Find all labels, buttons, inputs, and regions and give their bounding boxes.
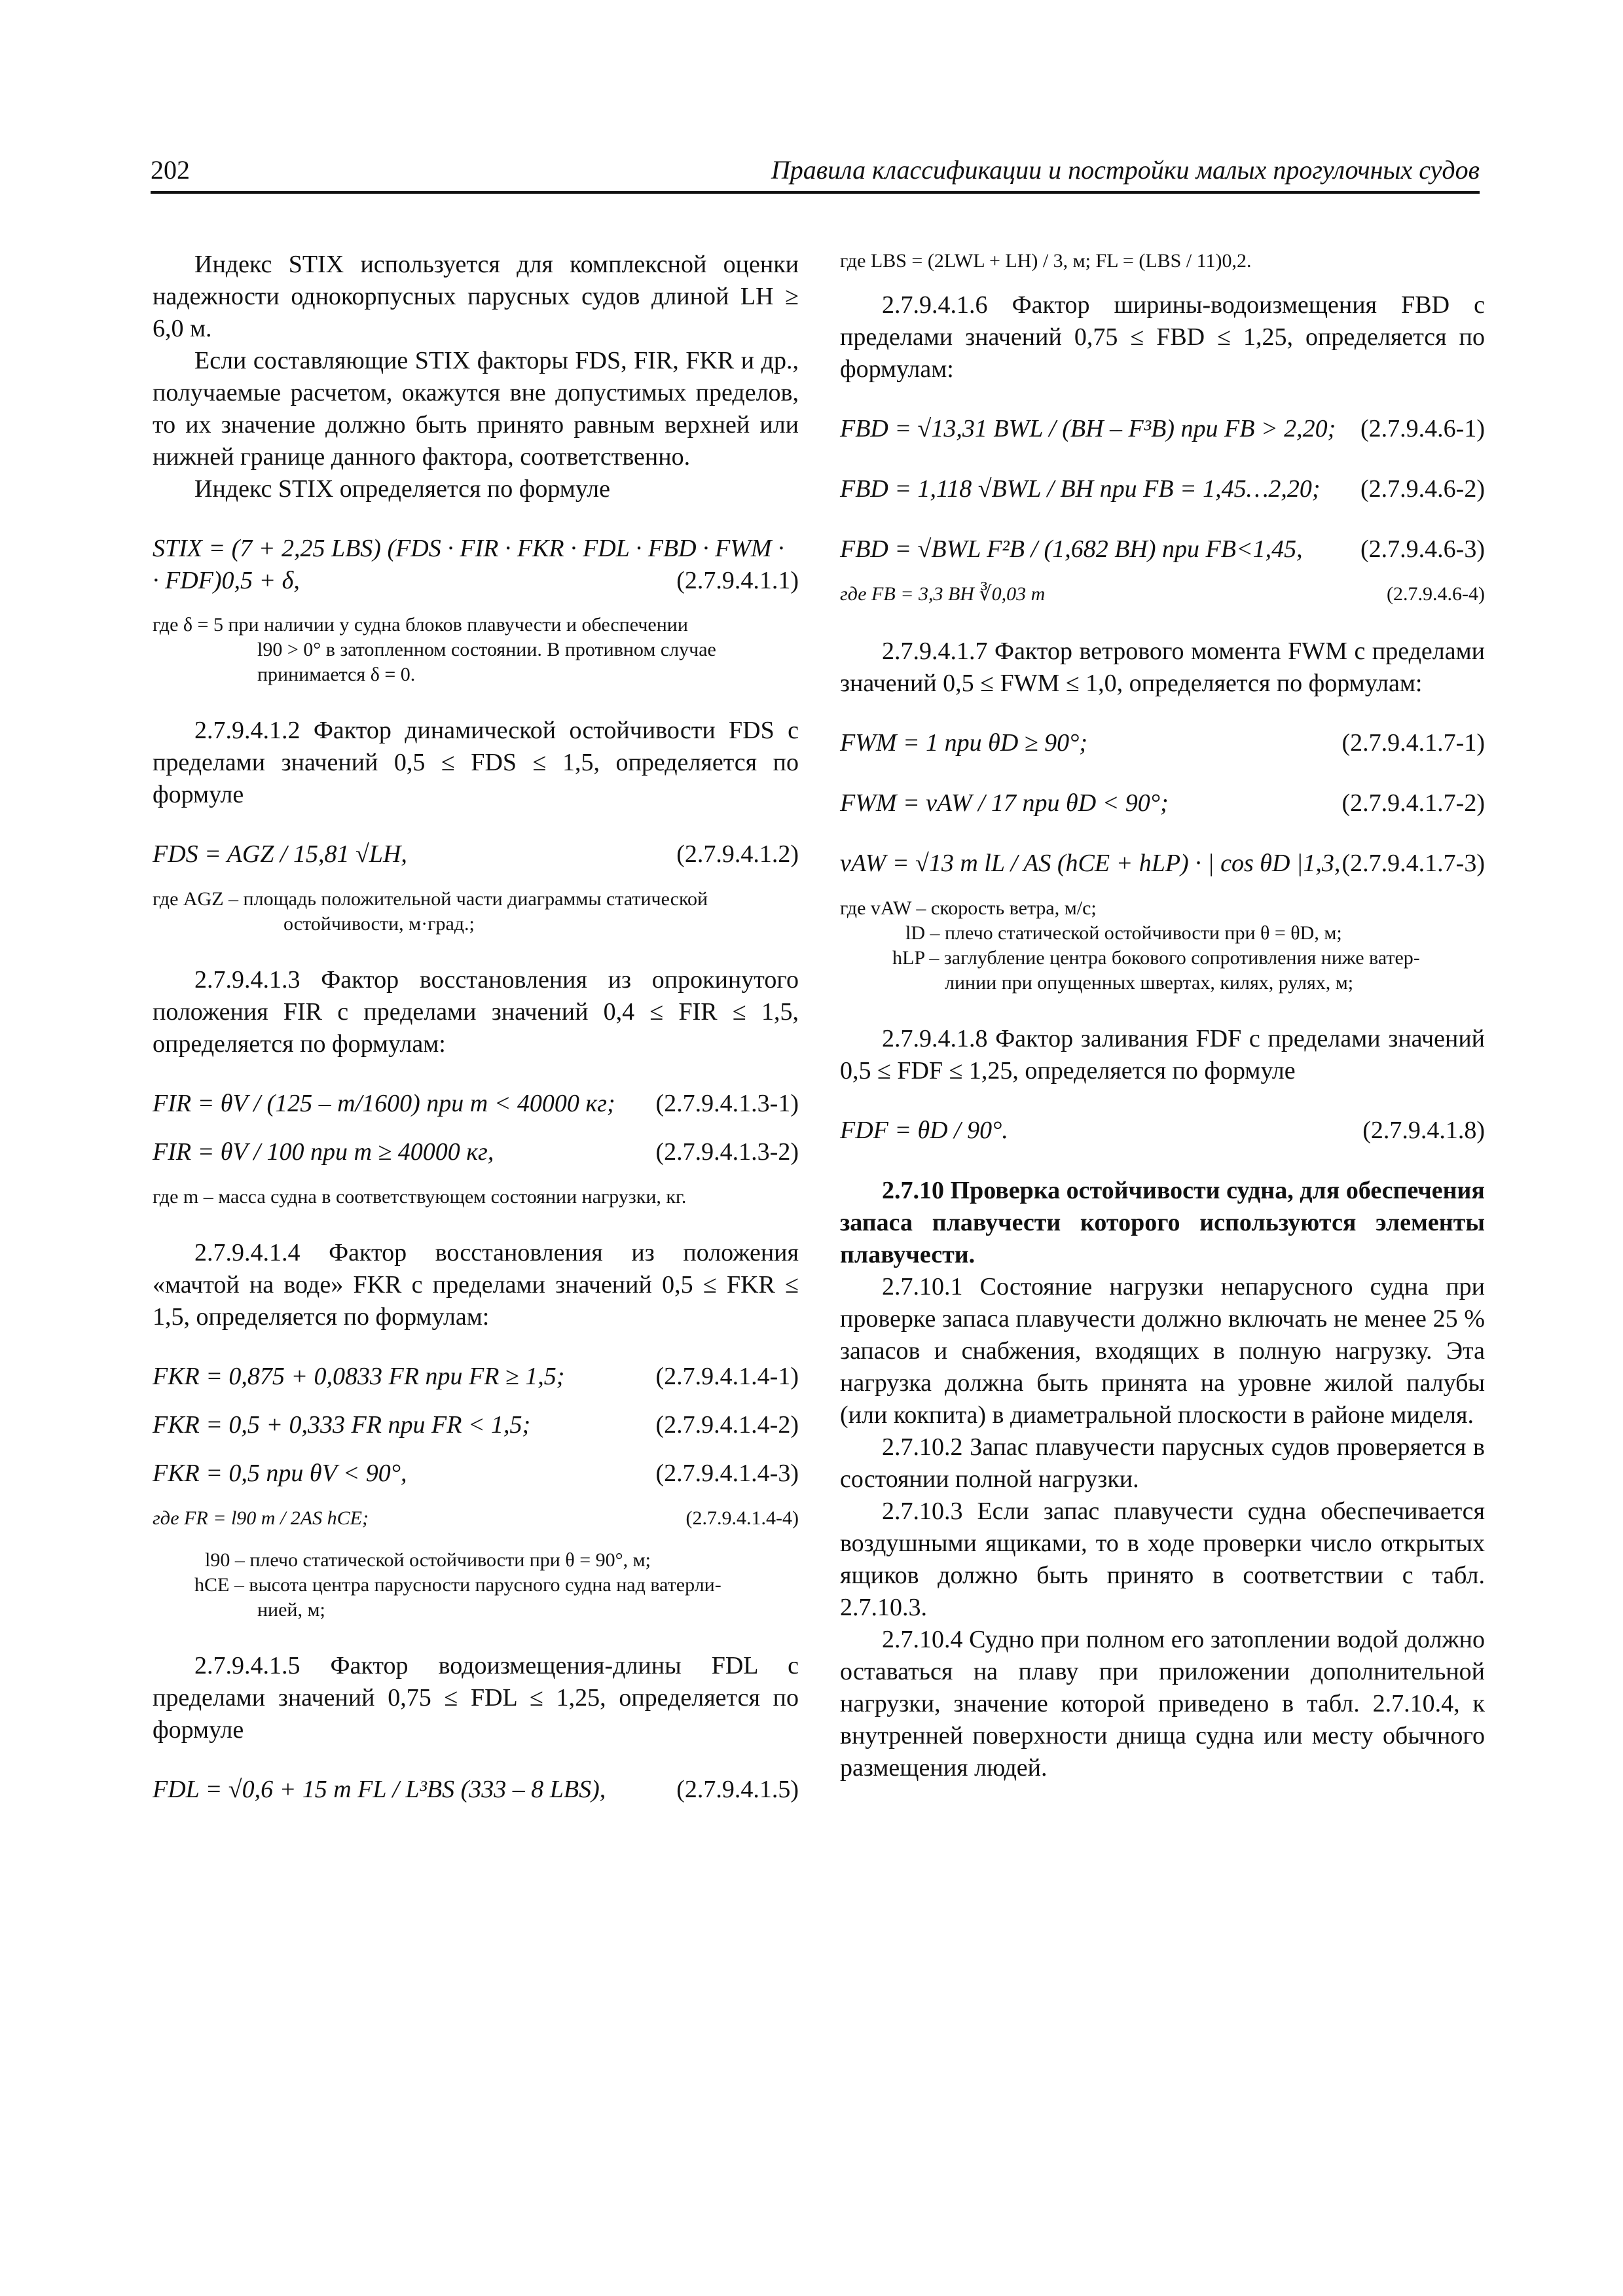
formula-number: (2.7.9.4.1.3-1) <box>655 1090 799 1117</box>
paragraph-fdl: 2.7.9.4.1.5 Фактор водоизмещения-длины FDL с пределами значений 0,75 ≤ FDL ≤ 1,25, определяется по формуле <box>153 1652 799 1744</box>
paragraph-2-7-10-2: 2.7.10.2 Запас плавучести парусных судов проверяется в состоянии полной нагрузки. <box>840 1433 1485 1493</box>
formula-fbd-1: FBD = √13,31 BWL / (BH – F³B) при FB > 2,20; (2.7.9.4.6-1) <box>840 413 1485 446</box>
formula-fbd-3: FBD = √BWL F²B / (1,682 BH) при FB<1,45, (2.7.9.4.6-3) <box>840 533 1485 566</box>
paragraph-2-7-10-3: 2.7.10.3 Если запас плавучести судна обеспечивается воздушными ящиками, то в ходе проверки число открытых ящиков должно быть принято в соответствии с табл. 2.7.10.3. <box>840 1498 1485 1621</box>
paragraph-fir: 2.7.9.4.1.3 Фактор восстановления из опрокинутого положения FIR с пределами значений 0,4 ≤ FIR ≤ 1,5, определяется по формулам: <box>153 966 799 1058</box>
formula-number: (2.7.9.4.6-2) <box>1360 475 1485 503</box>
paragraph-2-7-10-4: 2.7.10.4 Судно при полном его затоплении водой должно оставаться на плаву при приложении дополнительной нагрузки, значение которой приведено в табл. 2.7.10.4, к внутренней поверхности днища судна или месту обычного размещения людей. <box>840 1626 1485 1782</box>
paragraph-stix-intro: Индекс STIX используется для комплексной оценки надежности однокорпусных парусных судов длиной LH ≥ 6,0 м. <box>153 251 799 342</box>
paragraph-fdf: 2.7.9.4.1.8 Фактор заливания FDF с пределами значений 0,5 ≤ FDF ≤ 1,25, определяется по формуле <box>840 1025 1485 1085</box>
paragraph-fkr: 2.7.9.4.1.4 Фактор восстановления из положения «мачтой на воде» FKR с пределами значений 0,5 ≤ FKR ≤ 1,5, определяется по формулам: <box>153 1239 799 1331</box>
formula-fbd-4: где FB = 3,3 BH ∛0,03 m (2.7.9.4.6-4) <box>840 582 1485 608</box>
paragraph-fwm: 2.7.9.4.1.7 Фактор ветрового момента FWM с пределами значений 0,5 ≤ FWM ≤ 1,0, определяется по формулам: <box>840 637 1485 697</box>
paragraph-fds: 2.7.9.4.1.2 Фактор динамической остойчивости FDS с пределами значений 0,5 ≤ FDS ≤ 1,5, определяется по формуле <box>153 717 799 808</box>
page-number: 202 <box>151 155 190 185</box>
formula-number: (2.7.9.4.6-1) <box>1360 415 1485 442</box>
formula-fdl: FDL = √0,6 + 15 m FL / L³BS (333 – 8 LBS), (2.7.9.4.1.5) <box>153 1774 799 1806</box>
paragraph-stix-limits: Если составляющие STIX факторы FDS, FIR, FKR и др., получаемые расчетом, окажутся вне допустимых пределов, то их значение должно быть принято равным верхней или нижней границе данного фактора, соответственно. <box>153 347 799 471</box>
formula-number: (2.7.9.4.6-3) <box>1360 535 1485 563</box>
note-fds: где AGZ – площадь положительной части диаграммы статической остойчивости, м·град.; <box>153 888 708 935</box>
note-fkr: l90 – плечо статической остойчивости при θ = 90°, м; hCE – высота центра парусности парусного судна над ватерли- нией, м; <box>194 1549 721 1621</box>
formula-fbd-2: FBD = 1,118 √BWL / BH при FB = 1,45…2,20; (2.7.9.4.6-2) <box>840 473 1485 506</box>
formula-fwm-3: vAW = √13 m lL / AS (hCE + hLP) · | cos θD |1,3, (2.7.9.4.1.7-3) <box>840 848 1485 880</box>
note-fir: где m – масса судна в соответствующем состоянии нагрузки, кг. <box>153 1186 687 1208</box>
formula-number: (2.7.9.4.1.5) <box>676 1776 799 1803</box>
formula-fkr-3: FKR = 0,5 при θV < 90°, (2.7.9.4.1.4-3) <box>153 1458 799 1490</box>
formula-fwm-2: FWM = vAW / 17 при θD < 90°; (2.7.9.4.1.7-2) <box>840 787 1485 820</box>
formula-number: (2.7.9.4.1.7-3) <box>1341 850 1485 877</box>
formula-fwm-1: FWM = 1 при θD ≥ 90°; (2.7.9.4.1.7-1) <box>840 727 1485 760</box>
formula-stix: STIX = (7 + 2,25 LBS) (FDS · FIR · FKR · FDL · FBD · FWM · · FDF)0,5 + δ, (2.7.9.4.1.1) <box>153 533 799 597</box>
formula-number: (2.7.9.4.1.4-2) <box>655 1411 799 1439</box>
formula-number: (2.7.9.4.1.2) <box>676 840 799 868</box>
formula-number: (2.7.9.4.1.7-1) <box>1341 729 1485 757</box>
formula-number: (2.7.9.4.1.4-4) <box>685 1507 799 1529</box>
note-stix: где δ = 5 при наличии у судна блоков плавучести и обеспечении l90 > 0° в затопленном состоянии. В противном случае принимается δ = 0. <box>153 614 716 685</box>
paragraph-fbd: 2.7.9.4.1.6 Фактор ширины-водоизмещения FBD с пределами значений 0,75 ≤ FBD ≤ 1,25, определяется по формулам: <box>840 291 1485 383</box>
running-title: Правила классификации и постройки малых прогулочных судов <box>771 155 1480 185</box>
paragraph-2-7-10-1: 2.7.10.1 Состояние нагрузки непарусного судна при проверке запаса плавучести должно включать не менее 25 % запасов и снабжения, входящих в полную нагрузку. Эта нагрузка должна быть принята на уровне жилой палубы (или кокпита) в диаметральной плоскости в районе миделя. <box>840 1273 1485 1429</box>
formula-number: (2.7.9.4.1.4-3) <box>655 1460 799 1487</box>
formula-fkr-2: FKR = 0,5 + 0,333 FR при FR < 1,5; (2.7.9.4.1.4-2) <box>153 1409 799 1442</box>
right-column <box>840 249 1485 1784</box>
page-header <box>151 154 1480 194</box>
formula-number: (2.7.9.4.1.8) <box>1362 1117 1485 1144</box>
left-column <box>153 249 799 1806</box>
formula-number: (2.7.9.4.1.1) <box>676 567 799 594</box>
formula-fkr-1: FKR = 0,875 + 0,0833 FR при FR ≥ 1,5; (2.7.9.4.1.4-1) <box>153 1361 799 1393</box>
formula-fkr-4: где FR = l90 m / 2AS hCE; (2.7.9.4.1.4-4) <box>153 1506 799 1532</box>
formula-number: (2.7.9.4.1.7-2) <box>1341 789 1485 817</box>
note-fwm: где vAW – скорость ветра, м/с; lD – плечо статической остойчивости при θ = θD, м; hLP – заглубление центра бокового сопротивления ниже ватер- линии при опущенных швертах, килях, рулях, м; <box>840 897 1420 994</box>
header-rule <box>151 191 1480 194</box>
formula-fir-2: FIR = θV / 100 при m ≥ 40000 кг, (2.7.9.4.1.3-2) <box>153 1136 799 1169</box>
note-lbs: где LBS = (2LWL + LH) / 3, м; FL = (LBS / 11)0,2. <box>840 250 1252 272</box>
paragraph-stix-formula-intro: Индекс STIX определяется по формуле <box>194 475 611 503</box>
section-heading-2-7-10: 2.7.10 Проверка остойчивости судна, для обеспечения запаса плавучести которого используются элементы плавучести. <box>840 1177 1485 1268</box>
formula-fds: FDS = AGZ / 15,81 √LH, (2.7.9.4.1.2) <box>153 838 799 871</box>
formula-number: (2.7.9.4.6-4) <box>1387 583 1485 605</box>
formula-number: (2.7.9.4.1.3-2) <box>655 1138 799 1166</box>
formula-fir-1: FIR = θV / (125 – m/1600) при m < 40000 кг; (2.7.9.4.1.3-1) <box>153 1088 799 1121</box>
formula-number: (2.7.9.4.1.4-1) <box>655 1363 799 1390</box>
formula-fdf: FDF = θD / 90°. (2.7.9.4.1.8) <box>840 1115 1485 1147</box>
